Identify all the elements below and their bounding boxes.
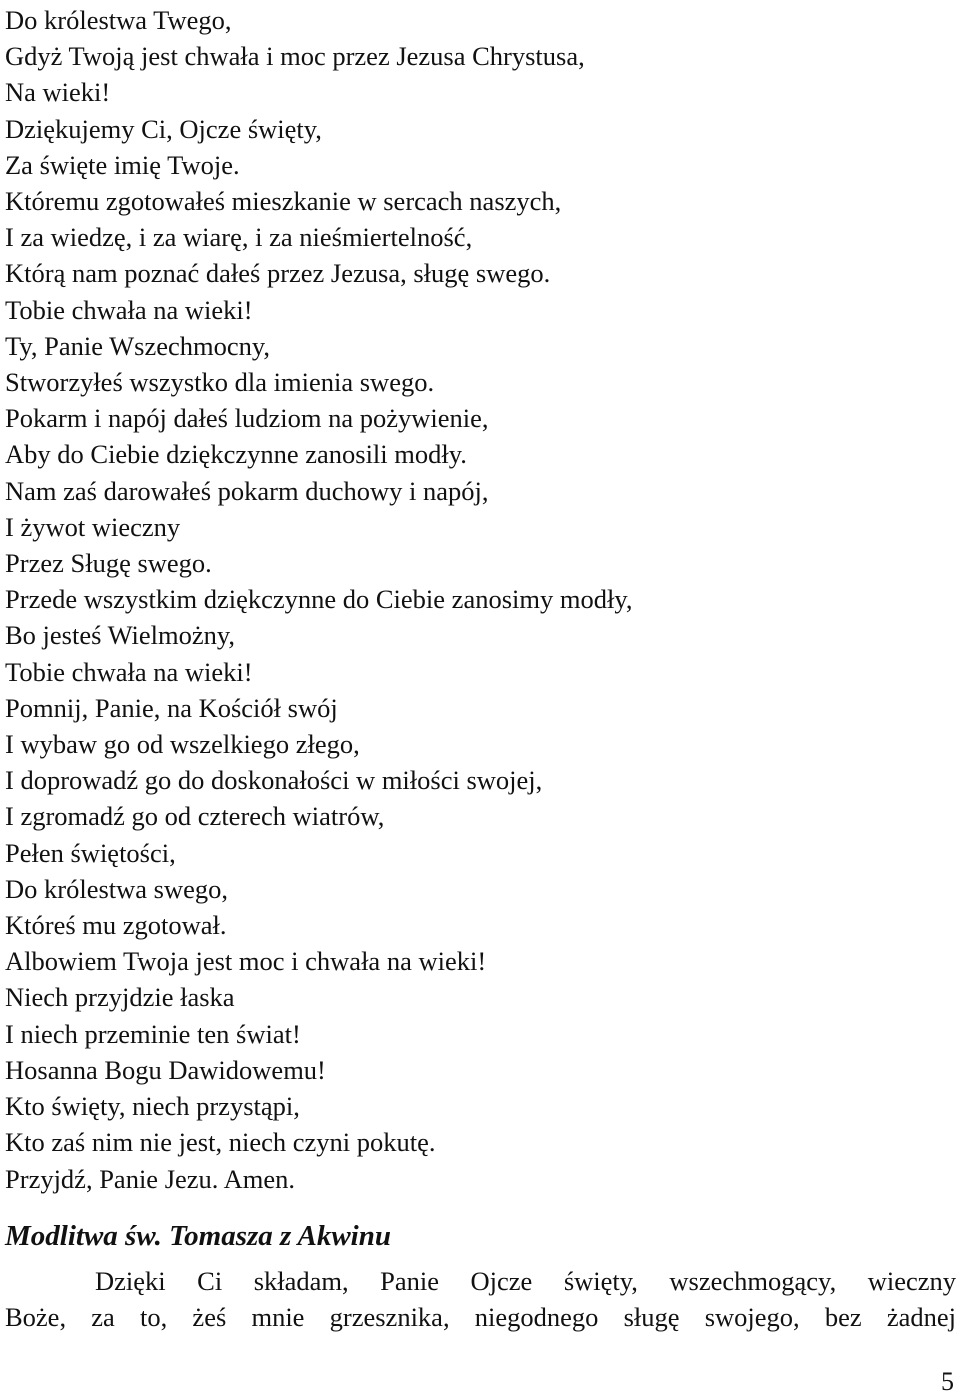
verse-line: Dziękujemy Ci, Ojcze święty, [5,113,322,144]
verse-line: I za wiedzę, i za wiarę, i za nieśmiertelność, [5,222,473,253]
verse-line: Za święte imię Twoje. [5,149,240,180]
verse-line: Kto zaś nim nie jest, niech czyni pokutę. [5,1127,436,1158]
verse-line: Tobie chwała na wieki! [5,294,253,325]
verse-line: Przede wszystkim dziękczynne do Ciebie zanosimy modły, [5,584,633,615]
verse-line: I zgromadź go od czterech wiatrów, [5,801,385,832]
verse-line: Na wieki! [5,77,111,108]
section-title: Modlitwa św. Tomasza z Akwinu [5,1220,391,1252]
verse-line: Przyjdź, Panie Jezu. Amen. [5,1163,295,1194]
verse-line: Hosanna Bogu Dawidowemu! [5,1054,326,1085]
verse-line: Którą nam poznać dałeś przez Jezusa, sługę swego. [5,258,551,289]
verse-line: Gdyż Twoją jest chwała i moc przez Jezusa Chrystusa, [5,41,585,72]
verse-line: Przez Sługę swego. [5,548,212,579]
verse-line: Kto święty, niech przystąpi, [5,1091,300,1122]
verse-line: Albowiem Twoja jest moc i chwała na wieki! [5,946,487,977]
prayer-verse [5,2,633,1197]
verse-line: I żywot wieczny [5,511,181,542]
verse-line: Pomnij, Panie, na Kościół swój [5,692,338,723]
paragraph-line: Dzięki Ci składam, Panie Ojcze święty, wszechmogący, wieczny [95,1266,956,1296]
verse-line: I doprowadź go do doskonałości w miłości swojej, [5,765,543,796]
verse-line: Nam zaś darowałeś pokarm duchowy i napój, [5,475,489,506]
verse-line: Pokarm i napój dałeś ludziom na pożywienie, [5,403,489,434]
verse-line: Tobie chwała na wieki! [5,656,253,687]
verse-line: Aby do Ciebie dziękczynne zanosili modły. [5,439,467,470]
verse-line: Któremu zgotowałeś mieszkanie w sercach naszych, [5,186,562,217]
paragraph-line: Boże, za to, żeś mnie grzesznika, niegodnego sługę swojego, bez żadnej [5,1302,956,1332]
body-paragraph [5,1263,956,1335]
verse-line: Niech przyjdzie łaska [5,982,235,1013]
verse-line: Ty, Panie Wszechmocny, [5,330,271,361]
verse-line: Do królestwa Twego, [5,5,232,35]
verse-line: Bo jesteś Wielmożny, [5,620,236,651]
verse-line: I wybaw go od wszelkiego złego, [5,729,360,760]
verse-line: Stworzyłeś wszystko dla imienia swego. [5,367,435,398]
verse-line: Któreś mu zgotował. [5,910,227,941]
verse-line: Pełen świętości, [5,837,176,868]
page-number: 5 [941,1367,954,1396]
verse-line: Do królestwa swego, [5,873,228,904]
verse-line: I niech przeminie ten świat! [5,1018,301,1049]
